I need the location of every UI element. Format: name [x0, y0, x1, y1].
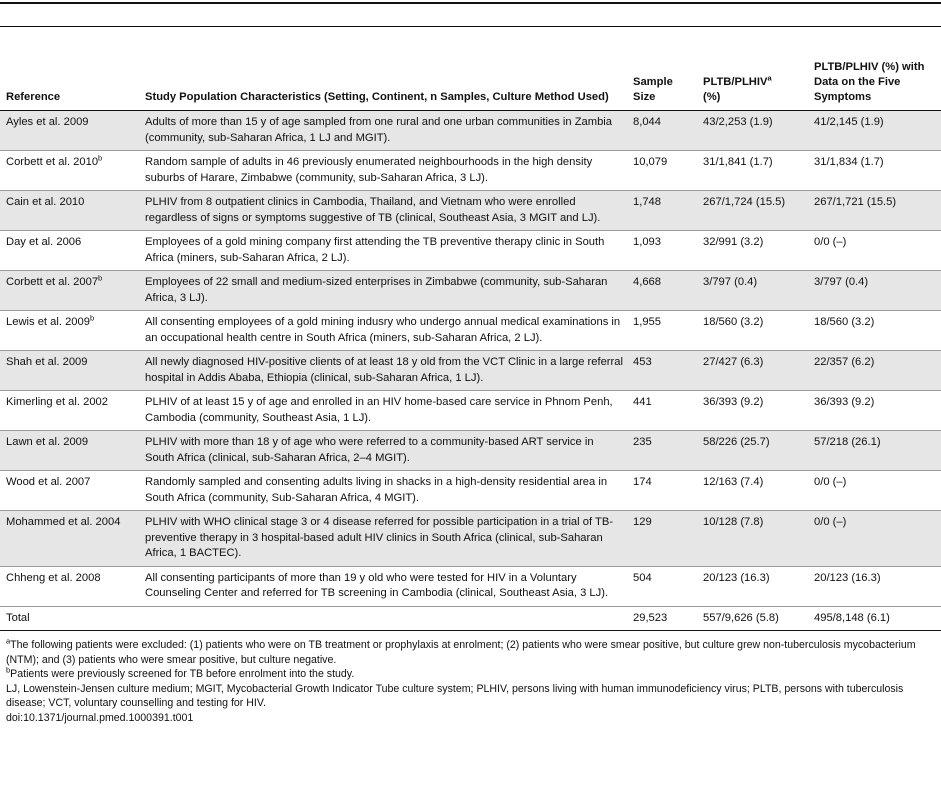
reference-text: Cain et al. 2010	[6, 196, 85, 208]
total-label: Total	[0, 606, 139, 631]
cell-pltb-five-symptoms: 31/1,834 (1.7)	[808, 151, 941, 191]
cell-population: All consenting participants of more than 19 y old who were tested for HIV in a Voluntary Counseling Center and referred for TB screening in Cambodia (clinical, Southeast Asia, 3 LJ).	[139, 566, 627, 606]
cell-pltb-five-symptoms: 57/218 (26.1)	[808, 431, 941, 471]
reference-text: Lawn et al. 2009	[6, 436, 89, 448]
table-body	[0, 111, 941, 631]
total-sample-size: 29,523	[627, 606, 697, 631]
cell-population: All consenting employees of a gold mining indusry who undergo annual medical examinations in an occupational health centre in South Africa (miners, sub-Saharan Africa, 2 LJ).	[139, 311, 627, 351]
reference-text: Lewis et al. 2009	[6, 316, 90, 328]
cell-reference	[0, 351, 139, 391]
doi-link[interactable]: doi:10.1371/journal.pmed.1000391.t001	[6, 711, 194, 724]
header-spacer	[0, 4, 941, 27]
table-row	[0, 566, 941, 606]
cell-pltb-plhiv: 12/163 (7.4)	[697, 471, 808, 511]
cell-pltb-plhiv: 31/1,841 (1.7)	[697, 151, 808, 191]
cell-pltb-five-symptoms: 20/123 (16.3)	[808, 566, 941, 606]
cell-reference	[0, 471, 139, 511]
cell-pltb-plhiv: 27/427 (6.3)	[697, 351, 808, 391]
cell-reference	[0, 231, 139, 271]
cell-sample-size: 129	[627, 511, 697, 567]
cell-pltb-plhiv: 3/797 (0.4)	[697, 271, 808, 311]
cell-pltb-five-symptoms: 36/393 (9.2)	[808, 391, 941, 431]
cell-pltb-five-symptoms: 22/357 (6.2)	[808, 351, 941, 391]
table-row	[0, 151, 941, 191]
reference-text: Ayles et al. 2009	[6, 116, 89, 128]
cell-pltb-plhiv: 58/226 (25.7)	[697, 431, 808, 471]
total-pltb-plhiv: 557/9,626 (5.8)	[697, 606, 808, 631]
header-pltb-plhiv-unit: (%)	[703, 91, 721, 103]
table-row	[0, 311, 941, 351]
cell-pltb-five-symptoms: 0/0 (–)	[808, 471, 941, 511]
header-pltb-plhiv-text: PLTB/PLHIV	[703, 76, 768, 88]
cell-pltb-five-symptoms: 0/0 (–)	[808, 231, 941, 271]
footnote-b-mark: b	[6, 665, 11, 675]
cell-sample-size: 235	[627, 431, 697, 471]
cell-population: Employees of 22 small and medium-sized enterprises in Zimbabwe (community, sub-Saharan Africa, 3 LJ).	[139, 271, 627, 311]
reference-text: Wood et al. 2007	[6, 476, 91, 488]
cell-reference	[0, 566, 139, 606]
cell-sample-size: 1,093	[627, 231, 697, 271]
cell-pltb-five-symptoms: 3/797 (0.4)	[808, 271, 941, 311]
reference-text: Day et al. 2006	[6, 236, 82, 248]
cell-sample-size: 8,044	[627, 111, 697, 151]
cell-pltb-five-symptoms: 41/2,145 (1.9)	[808, 111, 941, 151]
table-row	[0, 271, 941, 311]
header-row	[0, 27, 941, 111]
cell-pltb-five-symptoms: 267/1,721 (15.5)	[808, 191, 941, 231]
footnote-a	[6, 638, 937, 667]
cell-sample-size: 4,668	[627, 271, 697, 311]
cell-population: All newly diagnosed HIV-positive clients of at least 18 y old from the VCT Clinic in a large referral hospital in Addis Ababa, Ethiopia (clinical, sub-Saharan Africa, 1 LJ).	[139, 351, 627, 391]
cell-pltb-plhiv: 10/128 (7.8)	[697, 511, 808, 567]
footnote-a-mark: a	[6, 636, 11, 646]
footnote-b-marker: b	[98, 273, 103, 283]
header-pltb-plhiv	[697, 27, 808, 111]
cell-pltb-plhiv: 32/991 (3.2)	[697, 231, 808, 271]
table-row	[0, 351, 941, 391]
cell-pltb-plhiv: 20/123 (16.3)	[697, 566, 808, 606]
cell-sample-size: 441	[627, 391, 697, 431]
reference-text: Kimerling et al. 2002	[6, 396, 108, 408]
cell-population: PLHIV from 8 outpatient clinics in Cambodia, Thailand, and Vietnam who were enrolled regardless of signs or symptoms suggestive of TB (clinical, Southeast Asia, 3 MGIT and LJ).	[139, 191, 627, 231]
header-reference: Reference	[0, 27, 139, 111]
cell-pltb-plhiv: 267/1,724 (15.5)	[697, 191, 808, 231]
cell-reference	[0, 311, 139, 351]
reference-text: Corbett et al. 2010	[6, 156, 99, 168]
cell-reference	[0, 511, 139, 567]
total-pltb-five-symptoms: 495/8,148 (6.1)	[808, 606, 941, 631]
footnote-b-marker: b	[89, 313, 95, 323]
table-row	[0, 111, 941, 151]
cell-reference	[0, 391, 139, 431]
cell-sample-size: 174	[627, 471, 697, 511]
cell-pltb-plhiv: 43/2,253 (1.9)	[697, 111, 808, 151]
cell-sample-size: 1,748	[627, 191, 697, 231]
reference-text: Mohammed et al. 2004	[6, 516, 121, 528]
reference-text: Chheng et al. 2008	[6, 571, 101, 584]
cell-population: PLHIV with more than 18 y of age who were referred to a community-based ART service in South Africa (clinical, sub-Saharan Africa, 2–4 MGIT).	[139, 431, 627, 471]
cell-pltb-five-symptoms: 0/0 (–)	[808, 511, 941, 567]
table-row	[0, 471, 941, 511]
footnote-a-text: The following patients were excluded: (1) patients who were on TB treatment or prophylaxis at enrolment; (2) patients who were smear positive, but culture grew non-tuberculosis mycobacterium (NTM); and (3) patients who were smear positive, but culture negative.	[6, 639, 916, 666]
footnote-b	[6, 667, 937, 682]
cell-population: Randomly sampled and consenting adults living in shacks in a high-density residential area in South Africa (community, Sub-Saharan Africa, 4 MGIT).	[139, 471, 627, 511]
cell-pltb-five-symptoms: 18/560 (3.2)	[808, 311, 941, 351]
reference-text: Shah et al. 2009	[6, 356, 88, 368]
footnote-a-marker: a	[767, 73, 772, 83]
total-population-empty	[139, 606, 627, 631]
cell-sample-size: 1,955	[627, 311, 697, 351]
table-row	[0, 391, 941, 431]
cell-population: Random sample of adults in 46 previously enumerated neighbourhoods in the high density suburbs of Harare, Zimbabwe (community, sub-Saharan Africa, 3 LJ).	[139, 151, 627, 191]
cell-reference	[0, 191, 139, 231]
cell-sample-size: 453	[627, 351, 697, 391]
header-pltb-five-symptoms: PLTB/PLHIV (%) with Data on the Five Symptoms	[808, 27, 941, 111]
cell-population: Employees of a gold mining company first attending the TB preventive therapy clinic in South Africa (miners, sub-Saharan Africa, 2 LJ).	[139, 231, 627, 271]
cell-population: Adults of more than 15 y of age sampled from one rural and one urban communities in Zambia (community, sub-Saharan Africa, 1 LJ and MGIT).	[139, 111, 627, 151]
table-row	[0, 191, 941, 231]
cell-pltb-plhiv: 36/393 (9.2)	[697, 391, 808, 431]
cell-reference	[0, 151, 139, 191]
total-row	[0, 606, 941, 631]
cell-population: PLHIV of at least 15 y of age and enrolled in an HIV home-based care service in Phnom Penh, Cambodia (community, Southeast Asia, 1 LJ).	[139, 391, 627, 431]
table-row	[0, 231, 941, 271]
cell-population: PLHIV with WHO clinical stage 3 or 4 disease referred for possible participation in a trial of TB-preventive therapy in 3 hospital-based adult HIV clinics in South Africa (clinical, sub-Saharan Africa, 1 BACTEC).	[139, 511, 627, 567]
footnote-abbreviations: LJ, Lowenstein-Jensen culture medium; MGIT, Mycobacterial Growth Indicator Tube culture system; PLHIV, persons living with human immunodeficiency virus; PLTB, persons with tuberculosis disease; VCT, voluntary counselling and testing for HIV.	[6, 682, 904, 709]
studies-table	[0, 4, 941, 631]
table-header	[0, 4, 941, 111]
header-sample-size: Sample Size	[627, 27, 697, 111]
header-population: Study Population Characteristics (Setting, Continent, n Samples, Culture Method Used)	[139, 27, 627, 111]
cell-reference	[0, 431, 139, 471]
table-row	[0, 511, 941, 567]
table-footnotes	[0, 631, 941, 725]
cell-sample-size: 10,079	[627, 151, 697, 191]
table-row	[0, 431, 941, 471]
reference-text: Corbett et al. 2007	[6, 276, 99, 288]
footnote-b-marker: b	[98, 153, 103, 163]
footnote-b-text: Patients were previously screened for TB before enrolment into the study.	[10, 668, 355, 680]
cell-pltb-plhiv: 18/560 (3.2)	[697, 311, 808, 351]
cell-reference	[0, 111, 139, 151]
cell-sample-size: 504	[627, 566, 697, 606]
cell-reference	[0, 271, 139, 311]
